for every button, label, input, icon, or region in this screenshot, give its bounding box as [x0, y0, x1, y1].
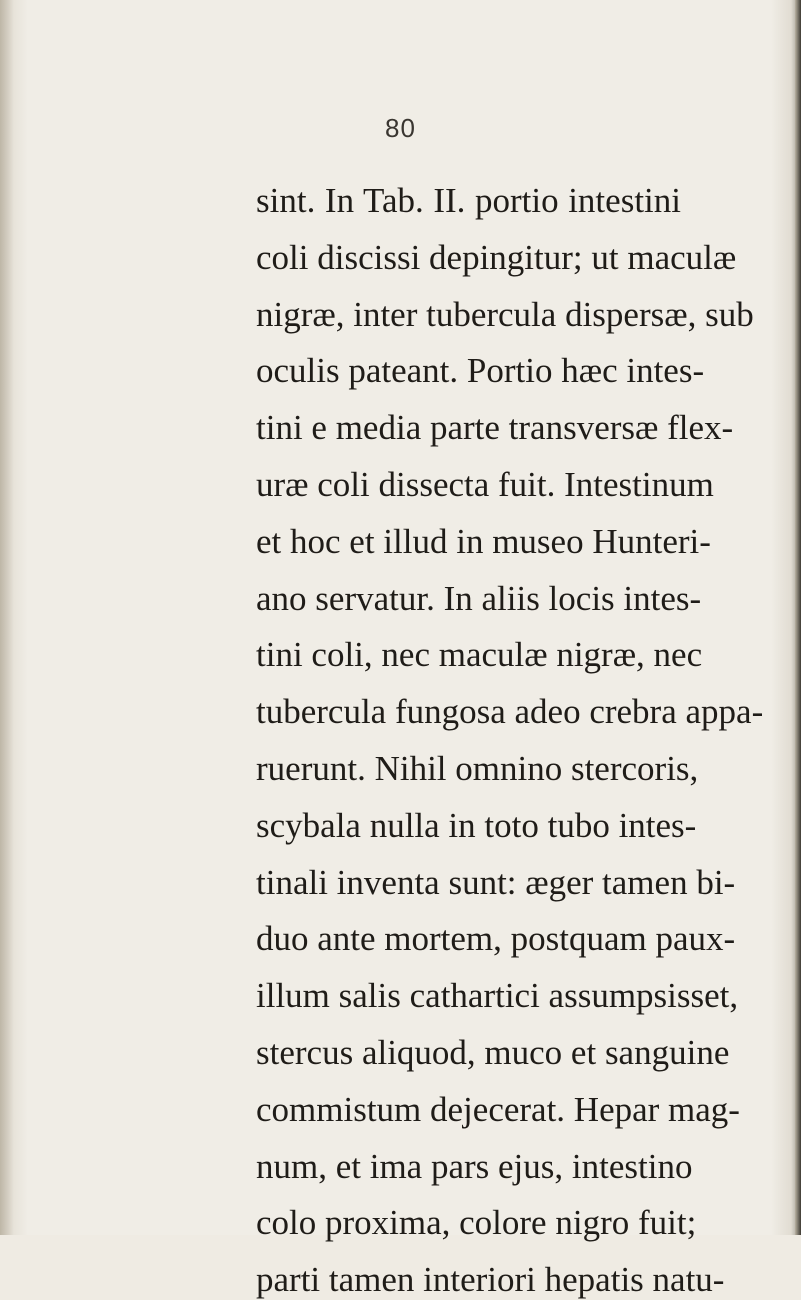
text-line: parti tamen interiori hepatis natu-	[256, 1260, 725, 1300]
text-line: num, et ima pars ejus, intestino	[256, 1146, 693, 1186]
text-line: stercus aliquod, muco et sanguine	[256, 1033, 730, 1072]
text-line: colo proxima, colore nigro fuit;	[256, 1203, 697, 1243]
text-line: uræ coli dissecta fuit. Intestinum	[256, 465, 714, 504]
text-line: sint. In Tab. II. portio intestini	[256, 181, 681, 220]
text-line: tinali inventa sunt: æger tamen bi-	[256, 862, 736, 902]
text-line: ano servatur. In aliis locis intes-	[256, 578, 702, 618]
text-line: commistum dejecerat. Hepar mag-	[256, 1089, 740, 1129]
text-line: illum salis cathartici assumpsisset,	[256, 976, 739, 1016]
text-line: et hoc et illud in museo Hunteri-	[256, 521, 711, 561]
text-line: nigræ, inter tubercula dispersæ, sub	[256, 294, 754, 334]
text-line: tini coli, nec maculæ nigræ, nec	[256, 635, 703, 675]
text-line: scybala nulla in toto tubo intes-	[256, 805, 697, 845]
text-line: coli discissi depingitur; ut maculæ	[256, 237, 737, 277]
text-line: oculis pateant. Portio hæc intes-	[256, 351, 705, 391]
text-line: tini e media parte transversæ flex-	[256, 408, 734, 448]
text-line: duo ante mortem, postquam paux-	[256, 919, 736, 959]
text-line: tubercula fungosa adeo crebra appa-	[256, 692, 764, 732]
page-number: 80	[385, 113, 416, 143]
text-line: ruerunt. Nihil omnino stercoris,	[256, 749, 699, 788]
